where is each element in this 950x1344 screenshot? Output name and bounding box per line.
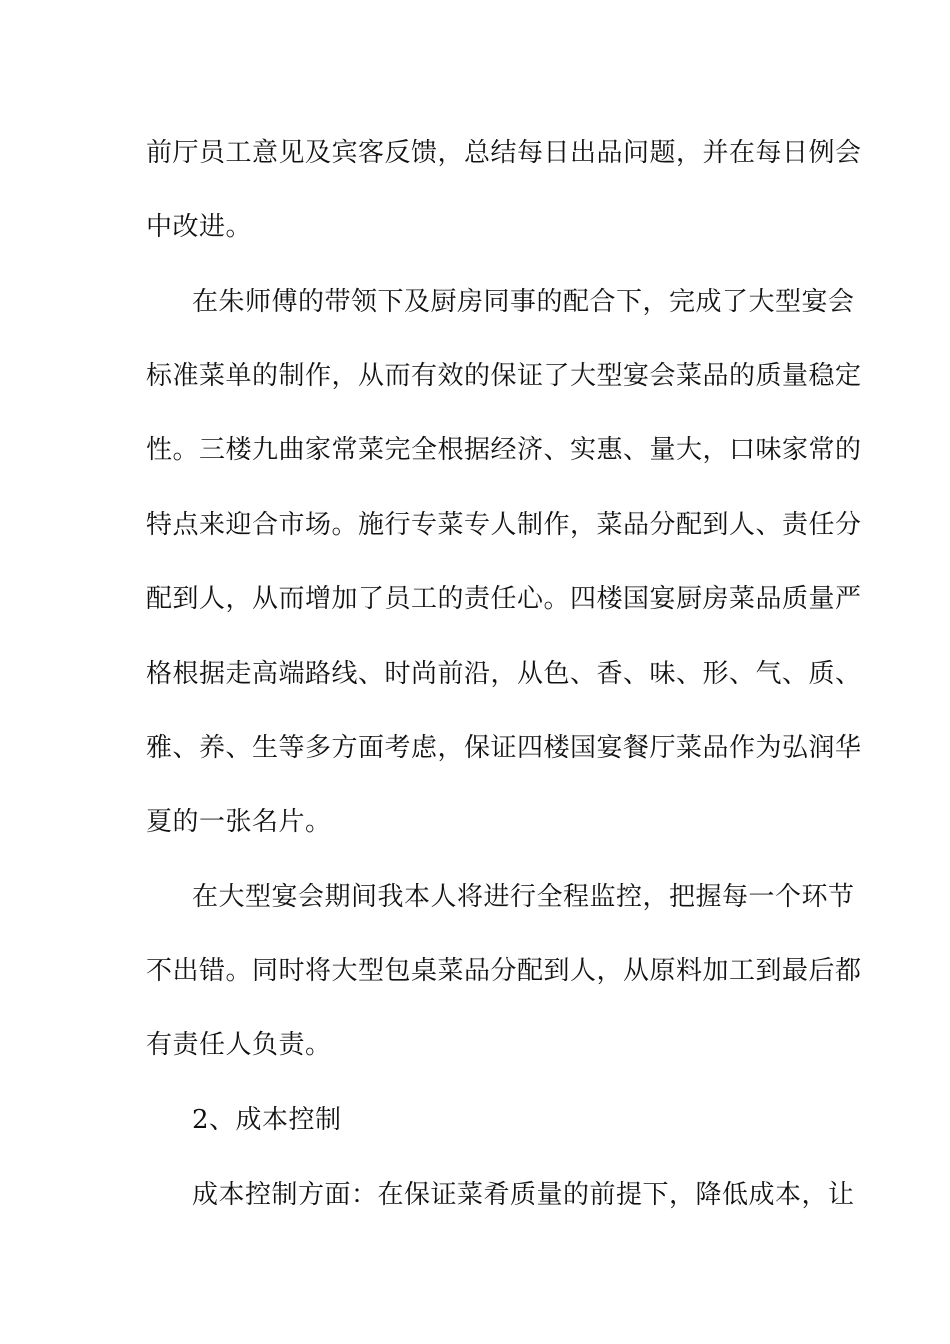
text-line: 夏的一张名片。 xyxy=(146,807,332,837)
section-heading: 2、成本控制 xyxy=(192,1105,342,1135)
text-line: 前厅员工意见及宾客反馈，总结每日出品问题，并在每日例会 xyxy=(146,138,862,168)
text-line: 格根据走高端路线、时尚前沿，从色、香、味、形、气、质、 xyxy=(146,659,862,689)
text-line: 性。三楼九曲家常菜完全根据经济、实惠、量大，口味家常的 xyxy=(146,435,862,465)
text-line: 中改进。 xyxy=(146,212,253,242)
text-line: 不出错。同时将大型包桌菜品分配到人，从原料加工到最后都 xyxy=(146,956,862,986)
paragraph-first-line: 成本控制方面：在保证菜肴质量的前提下，降低成本，让 xyxy=(192,1180,855,1210)
text-line: 标准菜单的制作，从而有效的保证了大型宴会菜品的质量稳定 xyxy=(146,361,862,391)
text-line: 雅、养、生等多方面考虑，保证四楼国宴餐厅菜品作为弘润华 xyxy=(146,733,862,763)
text-line: 配到人，从而增加了员工的责任心。四楼国宴厨房菜品质量严 xyxy=(146,584,862,614)
paragraph-first-line: 在大型宴会期间我本人将进行全程监控，把握每一个环节 xyxy=(192,882,855,912)
paragraph-first-line: 在朱师傅的带领下及厨房同事的配合下，完成了大型宴会 xyxy=(192,287,855,317)
text-line: 有责任人负责。 xyxy=(146,1030,332,1060)
text-line: 特点来迎合市场。施行专菜专人制作，菜品分配到人、责任分 xyxy=(146,510,862,540)
